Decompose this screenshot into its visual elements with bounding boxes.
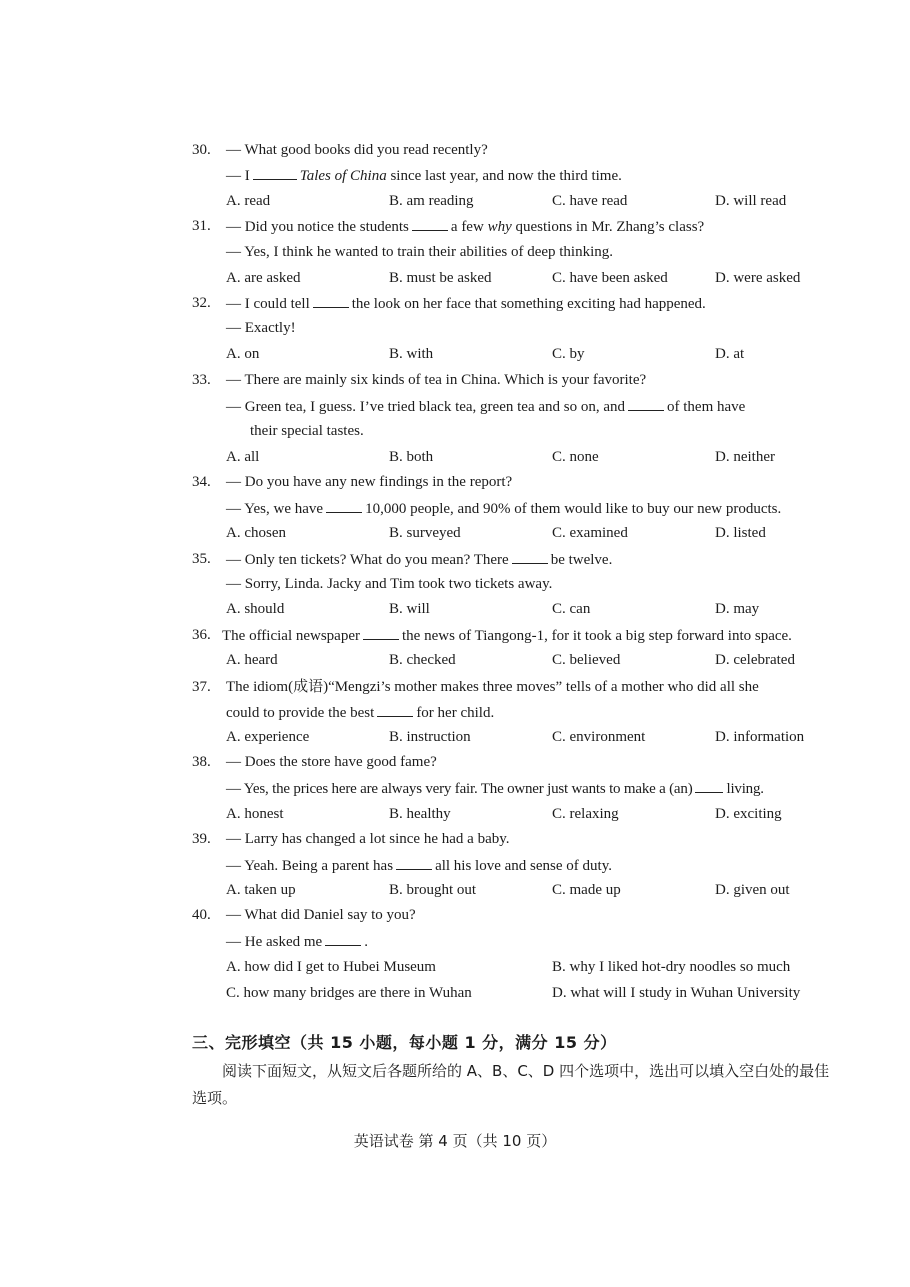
question-text: — There are mainly six kinds of tea in China. Which is your favorite? [226,372,647,388]
blank [628,396,664,411]
answer-text: — Yes, the prices here are always very fair. The owner just wants to make a (an) [226,781,693,797]
question-text [226,549,612,570]
option-d[interactable]: D. given out [715,882,790,898]
option-d[interactable]: D. at [715,346,745,362]
question-text-part: for her child. [416,705,495,721]
option-a[interactable]: A. experience [226,729,310,745]
answer-text: — He asked me [226,934,323,950]
blank [313,293,349,308]
question-text: — Larry has changed a lot since he had a baby. [226,831,510,847]
option-b[interactable]: B. will [389,601,430,617]
book-title: Tales of China [299,168,387,184]
question-text-part: a few [450,219,484,235]
option-c[interactable]: C. have read [552,193,628,209]
option-d[interactable]: D. neither [715,449,775,465]
blank [412,216,448,231]
option-b[interactable]: B. both [389,449,434,465]
answer-text: all his love and sense of duty. [435,858,612,874]
page-footer: 英语试卷 第 4 页（共 10 页） [353,1132,557,1150]
option-b[interactable]: B. checked [389,652,456,668]
answer-line: — Sorry, Linda. Jacky and Tim took two tickets away. [226,576,553,592]
option-b[interactable]: B. must be asked [389,270,492,286]
answer-line: — Yes, I think he wanted to train their abilities of deep thinking. [226,244,614,260]
option-a[interactable]: A. all [226,449,260,465]
blank [326,498,362,513]
answer-text: of them have [667,399,746,415]
answer-line: — Exactly! [226,320,296,336]
italic-word: why [487,219,512,235]
answer-line [226,931,368,952]
option-b[interactable]: B. why I liked hot-dry noodles so much [552,959,791,975]
option-c[interactable]: C. environment [552,729,646,745]
answer-text: — Green tea, I guess. I’ve tried black tea, green tea and so on, and [226,399,626,415]
option-c[interactable]: C. examined [552,525,628,541]
question-text [226,216,704,237]
option-c[interactable]: C. by [552,346,585,362]
answer-line [226,165,622,186]
answer-text: . [364,934,368,950]
option-a[interactable]: A. taken up [226,882,296,898]
question-text-part: — I could tell [226,296,310,312]
answer-continuation: their special tastes. [250,423,364,439]
option-a[interactable]: A. are asked [226,270,301,286]
blank [695,778,723,793]
answer-text: — Yes, we have [226,501,324,517]
answer-text: — Yeah. Being a parent has [226,858,394,874]
option-d[interactable]: D. will read [715,193,787,209]
question-number: 38. [192,754,211,770]
option-c[interactable]: C. have been asked [552,270,668,286]
answer-line [226,855,612,876]
blank [377,702,413,717]
question-text [222,625,792,646]
answer-text: — I [226,168,250,184]
option-a[interactable]: A. heard [226,652,278,668]
option-a[interactable]: A. should [226,601,285,617]
answer-line [226,778,764,799]
option-b[interactable]: B. surveyed [389,525,461,541]
question-text: — Does the store have good fame? [226,754,437,770]
blank [396,855,432,870]
option-c[interactable]: C. believed [552,652,621,668]
question-text [226,293,706,314]
answer-text: 10,000 people, and 90% of them would like to buy our new products. [365,501,782,517]
question-number: 36. [192,627,211,643]
option-b[interactable]: B. with [389,346,434,362]
option-d[interactable]: D. may [715,601,760,617]
question-text-part: could to provide the best [226,705,375,721]
option-b[interactable]: B. am reading [389,193,474,209]
question-text-part: — Did you notice the students [226,219,409,235]
option-a[interactable]: A. chosen [226,525,286,541]
option-d[interactable]: D. celebrated [715,652,795,668]
option-c[interactable]: C. can [552,601,591,617]
option-c[interactable]: C. none [552,449,599,465]
question-number: 31. [192,218,211,234]
question-text-part: the look on her face that something exciting had happened. [351,296,706,312]
question-text: — Do you have any new findings in the report? [226,474,513,490]
question-text: — What good books did you read recently? [226,142,488,158]
question-text-part: questions in Mr. Zhang’s class? [515,219,705,235]
option-d[interactable]: D. listed [715,525,766,541]
question-text: — What did Daniel say to you? [226,907,416,923]
question-text-part: the news of Tiangong-1, for it took a big step forward into space. [402,628,792,644]
question-number: 35. [192,551,211,567]
option-c[interactable]: C. relaxing [552,806,619,822]
option-d[interactable]: D. what will I study in Wuhan University [552,985,801,1001]
question-number: 33. [192,372,211,388]
question-text-continued [226,702,494,723]
question-text: The idiom(成语)“Mengzi’s mother makes three moves” tells of a mother who did all she [226,679,759,695]
answer-text: since last year, and now the third time. [390,168,622,184]
option-b[interactable]: B. healthy [389,806,451,822]
option-d[interactable]: D. information [715,729,805,745]
blank [512,549,548,564]
section-instructions: 阅读下面短文，从短文后各题所给的 A、B、C、D 四个选项中，选出可以填入空白处的最佳选项。 [192,1062,830,1107]
question-text-part: be twelve. [550,552,613,568]
blank [363,625,399,640]
question-number: 32. [192,295,211,311]
blank [325,931,361,946]
option-b[interactable]: B. brought out [389,882,477,898]
section-title: 三、完形填空（共 15 小题，每小题 1 分，满分 15 分） [192,1033,617,1052]
answer-line [226,396,745,417]
question-text-part: The official newspaper [222,628,360,644]
option-d[interactable]: D. exciting [715,806,782,822]
blank [253,165,297,180]
question-text-part: — Only ten tickets? What do you mean? There [226,552,509,568]
option-d[interactable]: D. were asked [715,270,801,286]
answer-line [226,498,781,519]
answer-text: living. [726,781,764,797]
option-c[interactable]: C. made up [552,882,621,898]
question-number: 34. [192,474,211,490]
question-number: 37. [192,679,211,695]
option-b[interactable]: B. instruction [389,729,471,745]
option-a[interactable]: A. honest [226,806,284,822]
question-number: 39. [192,831,211,847]
option-a[interactable]: A. read [226,193,271,209]
option-a[interactable]: A. how did I get to Hubei Museum [226,959,436,975]
option-c[interactable]: C. how many bridges are there in Wuhan [226,985,472,1001]
question-number: 40. [192,907,211,923]
option-a[interactable]: A. on [226,346,260,362]
question-number: 30. [192,142,211,158]
